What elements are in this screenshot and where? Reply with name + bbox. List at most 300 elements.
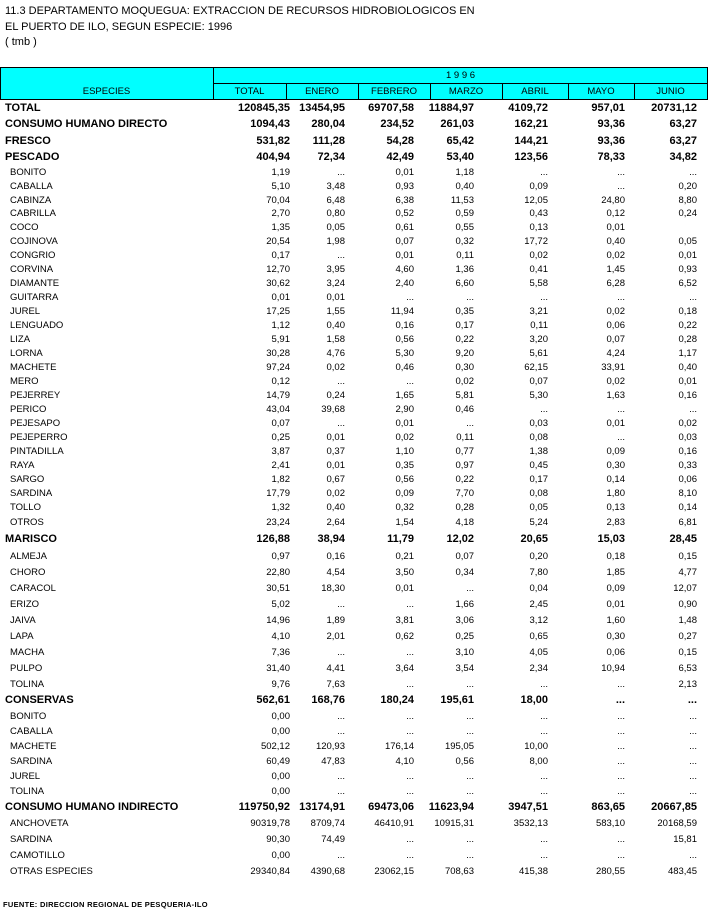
row-value: 234,52 (380, 118, 414, 130)
row-value: 0,04 (529, 583, 548, 594)
row-value: ... (540, 834, 548, 845)
table-body (0, 100, 708, 879)
row-value: ... (617, 292, 625, 303)
row-value: 12,05 (524, 195, 548, 206)
row-value: 280,04 (311, 118, 345, 130)
row-label: GUITARRA (10, 292, 59, 303)
row-value: 0,24 (678, 208, 697, 219)
row-value: 0,32 (395, 502, 414, 513)
row-value: 8709,74 (310, 818, 345, 829)
row-value: 180,24 (380, 694, 414, 706)
row-value: 0,01 (395, 250, 414, 261)
row-label: CABINZA (10, 195, 52, 206)
row-value: 6,38 (395, 195, 414, 206)
row-value: 0,18 (678, 306, 697, 317)
row-value: 97,24 (266, 362, 290, 373)
row-value: 2,64 (326, 517, 345, 528)
row-value: 1,18 (455, 167, 474, 178)
row-value: 4109,72 (508, 102, 548, 114)
row-value: 11,79 (387, 533, 414, 545)
row-value: 0,40 (326, 502, 345, 513)
row-value: 5,58 (529, 278, 548, 289)
row-value: 0,93 (678, 264, 697, 275)
row-value: ... (337, 599, 345, 610)
row-value: 39,68 (321, 404, 345, 415)
column-header-mayo: MAYO (587, 86, 615, 97)
row-value: 119750,92 (238, 801, 290, 813)
title-line-2: EL PUERTO DE ILO, SEGUN ESPECIE: 1996 (5, 20, 233, 33)
row-value: 63,27 (669, 135, 697, 147)
row-value: 0,08 (529, 432, 548, 443)
row-value: 17,72 (524, 236, 548, 247)
row-label: TOTAL (5, 102, 41, 114)
row-value: 69707,58 (368, 102, 414, 114)
row-value: ... (617, 834, 625, 845)
row-value: 0,20 (678, 181, 697, 192)
row-value: 0,09 (606, 583, 625, 594)
table-row (0, 486, 708, 500)
row-value: 176,14 (384, 741, 414, 752)
row-value: 5,61 (529, 348, 548, 359)
row-value: 0,28 (455, 502, 474, 513)
table-row (0, 402, 708, 416)
table-row (0, 220, 708, 234)
table-row (0, 724, 708, 739)
row-value: 0,06 (678, 474, 697, 485)
row-value: 13174,91 (299, 801, 345, 813)
row-value: 0,25 (271, 432, 290, 443)
row-label: SARDINA (10, 756, 53, 767)
row-value: 0,02 (326, 488, 345, 499)
row-value: 20731,12 (651, 102, 697, 114)
row-value: 0,03 (678, 432, 697, 443)
row-value: 120845,35 (238, 102, 290, 114)
row-value: 583,10 (595, 818, 625, 829)
row-value: 10,94 (601, 663, 625, 674)
row-value: 162,21 (514, 118, 548, 130)
row-value: 47,83 (321, 756, 345, 767)
table-row (0, 318, 708, 332)
row-label: PULPO (10, 663, 43, 674)
row-value: 1,80 (606, 488, 625, 499)
table-row (0, 332, 708, 346)
row-value: 0,41 (529, 264, 548, 275)
row-value: 5,02 (271, 599, 290, 610)
row-value: 0,77 (455, 446, 474, 457)
row-value: 0,16 (395, 320, 414, 331)
row-value: 93,36 (597, 118, 625, 130)
row-value: 0,40 (678, 362, 697, 373)
row-value: 1,66 (455, 599, 474, 610)
row-value: 60,49 (266, 756, 290, 767)
row-value: 0,37 (326, 446, 345, 457)
row-label: LORNA (10, 348, 43, 359)
column-header-enero: ENERO (305, 86, 339, 97)
row-value: 0,08 (529, 488, 548, 499)
row-value: ... (540, 167, 548, 178)
row-value: 404,94 (256, 151, 290, 163)
row-label: CAMOTILLO (10, 850, 65, 861)
row-value: 3,21 (529, 306, 548, 317)
row-value: 4,05 (529, 647, 548, 658)
row-value: 0,55 (455, 222, 474, 233)
row-value: 0,35 (455, 306, 474, 317)
row-value: 4,18 (455, 517, 474, 528)
row-value: ... (689, 292, 697, 303)
table-row (0, 472, 708, 486)
source-note: FUENTE: DIRECCION REGIONAL DE PESQUERIA-ILO (3, 900, 208, 909)
row-value: 0,03 (529, 418, 548, 429)
row-value: 0,56 (395, 474, 414, 485)
row-value: 1,85 (606, 567, 625, 578)
table-group-row (0, 100, 708, 116)
row-value: 0,06 (606, 320, 625, 331)
row-value: 2,83 (606, 517, 625, 528)
row-value: 3,54 (455, 663, 474, 674)
row-label: DIAMANTE (10, 278, 60, 289)
row-value: 38,94 (317, 533, 345, 545)
row-value: 0,34 (455, 567, 474, 578)
row-value: 31,40 (266, 663, 290, 674)
table-group-row (0, 692, 708, 709)
table-row (0, 676, 708, 692)
row-value: ... (617, 850, 625, 861)
row-value: 0,43 (529, 208, 548, 219)
row-value: 1,65 (395, 390, 414, 401)
column-header-abril: ABRIL (521, 86, 549, 97)
row-value: 1,63 (606, 390, 625, 401)
row-value: 3,10 (455, 647, 474, 658)
row-value: 3,81 (395, 615, 414, 626)
row-label: JAIVA (10, 615, 36, 626)
row-value: 3532,13 (513, 818, 548, 829)
table-row (0, 784, 708, 799)
row-value: 1,12 (271, 320, 290, 331)
row-value: 7,36 (271, 647, 290, 658)
table-row (0, 612, 708, 628)
row-label: CABALLA (10, 181, 53, 192)
row-label: OTRAS ESPECIES (10, 866, 93, 877)
row-value: 12,70 (266, 264, 290, 275)
row-label: OTROS (10, 517, 44, 528)
row-value: 0,01 (395, 583, 414, 594)
row-value: 17,25 (266, 306, 290, 317)
row-value: 1094,43 (250, 118, 290, 130)
row-value: 2,40 (395, 278, 414, 289)
row-value: 0,14 (678, 502, 697, 513)
row-value: 0,01 (326, 432, 345, 443)
row-label: PEJESAPO (10, 418, 61, 429)
table-row (0, 290, 708, 304)
table-row (0, 416, 708, 430)
row-value: ... (406, 292, 414, 303)
row-value: 0,18 (606, 551, 625, 562)
row-value: 0,61 (395, 222, 414, 233)
row-value: 0,02 (326, 362, 345, 373)
row-value: 4,77 (678, 567, 697, 578)
table-row (0, 346, 708, 360)
row-value: 1,54 (395, 517, 414, 528)
table-row (0, 863, 708, 879)
row-value: 14,79 (266, 390, 290, 401)
row-value: ... (689, 786, 697, 797)
row-label: TOLLO (10, 502, 41, 513)
row-value: 0,00 (271, 786, 290, 797)
row-value: 18,30 (321, 583, 345, 594)
row-value: 708,63 (444, 866, 474, 877)
row-value: 0,13 (529, 222, 548, 233)
row-value: ... (689, 404, 697, 415)
table-row (0, 207, 708, 220)
row-value: 12,07 (673, 583, 697, 594)
row-label: ANCHOVETA (10, 818, 69, 829)
row-value: 0,01 (395, 418, 414, 429)
row-label: JUREL (10, 771, 41, 782)
row-value: 0,16 (326, 551, 345, 562)
row-value: 0,05 (529, 502, 548, 513)
row-label: CHORO (10, 567, 46, 578)
row-value: 7,70 (455, 488, 474, 499)
row-value: 22,80 (266, 567, 290, 578)
row-value: 5,30 (395, 348, 414, 359)
table-row (0, 816, 708, 831)
row-value: 0,07 (529, 376, 548, 387)
row-value: 3,50 (395, 567, 414, 578)
row-label: CONSERVAS (5, 694, 74, 706)
row-value: 168,76 (311, 694, 345, 706)
row-value: 5,30 (529, 390, 548, 401)
row-value: 14,96 (266, 615, 290, 626)
row-value: ... (466, 850, 474, 861)
row-value: ... (540, 679, 548, 690)
row-value: 957,01 (591, 102, 625, 114)
row-value: 195,05 (444, 741, 474, 752)
row-value: 0,16 (678, 390, 697, 401)
table-row (0, 754, 708, 769)
row-label: MARISCO (5, 533, 57, 545)
table-row (0, 564, 708, 580)
row-value: 29340,84 (250, 866, 290, 877)
row-value: 0,15 (678, 551, 697, 562)
table-group-row (0, 799, 708, 816)
row-label: MERO (10, 376, 39, 387)
row-value: ... (540, 292, 548, 303)
row-value: 54,28 (386, 135, 414, 147)
row-value: 6,52 (678, 278, 697, 289)
row-value: 0,01 (326, 460, 345, 471)
row-value: ... (689, 756, 697, 767)
row-value: 0,67 (326, 474, 345, 485)
row-value: 0,07 (606, 334, 625, 345)
table-row (0, 166, 708, 179)
row-value: ... (466, 583, 474, 594)
row-value: 62,15 (524, 362, 548, 373)
row-value: 531,82 (256, 135, 290, 147)
row-value: 1,58 (326, 334, 345, 345)
row-value: 8,80 (678, 195, 697, 206)
row-value: ... (617, 771, 625, 782)
row-label: SARDINA (10, 834, 53, 845)
row-label: CONGRIO (10, 250, 56, 261)
row-value: 0,11 (456, 432, 474, 443)
row-value: 562,61 (256, 694, 290, 706)
row-value: 11,94 (390, 306, 414, 317)
row-value: ... (617, 181, 625, 192)
row-value: 28,45 (669, 533, 697, 545)
row-value: 0,93 (395, 181, 414, 192)
row-value: 4,54 (326, 567, 345, 578)
row-value: 9,20 (455, 348, 474, 359)
row-value: 11623,94 (428, 801, 474, 813)
row-value: 69473,06 (368, 801, 414, 813)
row-value: 2,41 (271, 460, 290, 471)
row-value: ... (617, 786, 625, 797)
row-value: ... (466, 786, 474, 797)
row-label: BONITO (10, 711, 47, 722)
row-value: 10,00 (524, 741, 548, 752)
row-label: JUREL (10, 306, 41, 317)
row-label: MACHETE (10, 741, 57, 752)
row-value: 8,10 (678, 488, 697, 499)
row-value: ... (617, 167, 625, 178)
row-value: 0,09 (395, 488, 414, 499)
row-value: ... (617, 404, 625, 415)
row-value: 0,02 (606, 306, 625, 317)
row-value: 2,70 (271, 208, 290, 219)
row-value: 0,25 (455, 631, 474, 642)
row-value: 1,55 (326, 306, 345, 317)
data-table (0, 67, 708, 879)
row-label: CONSUMO HUMANO DIRECTO (5, 118, 168, 130)
row-value: 3947,51 (508, 801, 548, 813)
row-value: 0,46 (395, 362, 414, 373)
row-value: ... (337, 418, 345, 429)
row-value: 70,04 (266, 195, 290, 206)
row-value: 0,27 (678, 631, 697, 642)
row-value: ... (617, 679, 625, 690)
row-value: 863,65 (591, 801, 625, 813)
table-row (0, 628, 708, 644)
row-value: 3,06 (455, 615, 474, 626)
row-value: 0,30 (455, 362, 474, 373)
row-value: ... (337, 771, 345, 782)
row-value: 0,28 (678, 334, 697, 345)
row-label: RAYA (10, 460, 35, 471)
row-value: 20,54 (266, 236, 290, 247)
row-value: 42,49 (386, 151, 414, 163)
row-value: 1,98 (326, 236, 345, 247)
row-value: ... (689, 741, 697, 752)
row-value: 0,09 (529, 181, 548, 192)
row-value: 0,40 (606, 236, 625, 247)
row-label: PEJERREY (10, 390, 61, 401)
row-value: 0,01 (606, 599, 625, 610)
row-value: 120,93 (315, 741, 345, 752)
row-value: 2,34 (529, 663, 548, 674)
table-row (0, 193, 708, 207)
row-value: 3,48 (326, 181, 345, 192)
row-value: 34,82 (669, 151, 697, 163)
row-value: 4390,68 (310, 866, 345, 877)
row-value: 0,30 (606, 460, 625, 471)
row-value: 0,12 (606, 208, 625, 219)
row-value: 0,17 (455, 320, 474, 331)
table-group-row (0, 149, 708, 166)
row-value: 0,12 (271, 376, 290, 387)
table-row (0, 388, 708, 402)
row-value: 18,00 (520, 694, 548, 706)
row-value: 30,28 (266, 348, 290, 359)
row-value: 0,56 (395, 334, 414, 345)
row-value: 17,79 (266, 488, 290, 499)
row-value: 5,24 (529, 517, 548, 528)
row-value: 0,01 (678, 250, 697, 261)
table-row (0, 709, 708, 724)
row-value: 1,10 (395, 446, 414, 457)
table-row (0, 500, 708, 514)
row-value: 0,01 (678, 376, 697, 387)
row-value: 0,15 (678, 647, 697, 658)
row-value: 3,95 (326, 264, 345, 275)
row-value: 0,02 (678, 418, 697, 429)
row-value: 0,00 (271, 850, 290, 861)
row-value: 3,24 (326, 278, 345, 289)
row-value: 502,12 (260, 741, 290, 752)
column-header-febrero: FEBRERO (371, 86, 417, 97)
row-value: ... (466, 771, 474, 782)
row-label: SARGO (10, 474, 45, 485)
row-value: 0,09 (606, 446, 625, 457)
table-row (0, 596, 708, 612)
row-value: 46410,91 (374, 818, 414, 829)
row-label: CABRILLA (10, 208, 56, 219)
row-value: 0,01 (395, 167, 414, 178)
row-value: 23,24 (266, 517, 290, 528)
row-value: 261,03 (440, 118, 474, 130)
row-value: 8,00 (529, 756, 548, 767)
table-row (0, 248, 708, 262)
row-value: ... (406, 599, 414, 610)
row-value: 9,76 (271, 679, 290, 690)
row-value: 1,17 (678, 348, 697, 359)
table-row (0, 444, 708, 458)
row-value: 123,56 (514, 151, 548, 163)
row-value: ... (406, 771, 414, 782)
row-value: 0,00 (271, 726, 290, 737)
row-label: ALMEJA (10, 551, 47, 562)
row-value: 126,88 (256, 533, 290, 545)
row-value: 78,33 (597, 151, 625, 163)
row-value: ... (337, 726, 345, 737)
row-value: 7,80 (529, 567, 548, 578)
row-value: 0,21 (395, 551, 414, 562)
row-value: 483,45 (667, 866, 697, 877)
row-value: 2,90 (395, 404, 414, 415)
row-value: ... (540, 726, 548, 737)
row-value: ... (466, 292, 474, 303)
table-row (0, 548, 708, 564)
row-value: 2,01 (326, 631, 345, 642)
row-value: ... (617, 756, 625, 767)
row-label: CONSUMO HUMANO INDIRECTO (5, 801, 179, 813)
table-title (5, 4, 475, 51)
row-value: ... (337, 711, 345, 722)
row-value: ... (687, 694, 697, 706)
row-value: 33,91 (601, 362, 625, 373)
row-value: 30,51 (266, 583, 290, 594)
row-value: ... (406, 726, 414, 737)
row-value: 0,90 (678, 599, 697, 610)
